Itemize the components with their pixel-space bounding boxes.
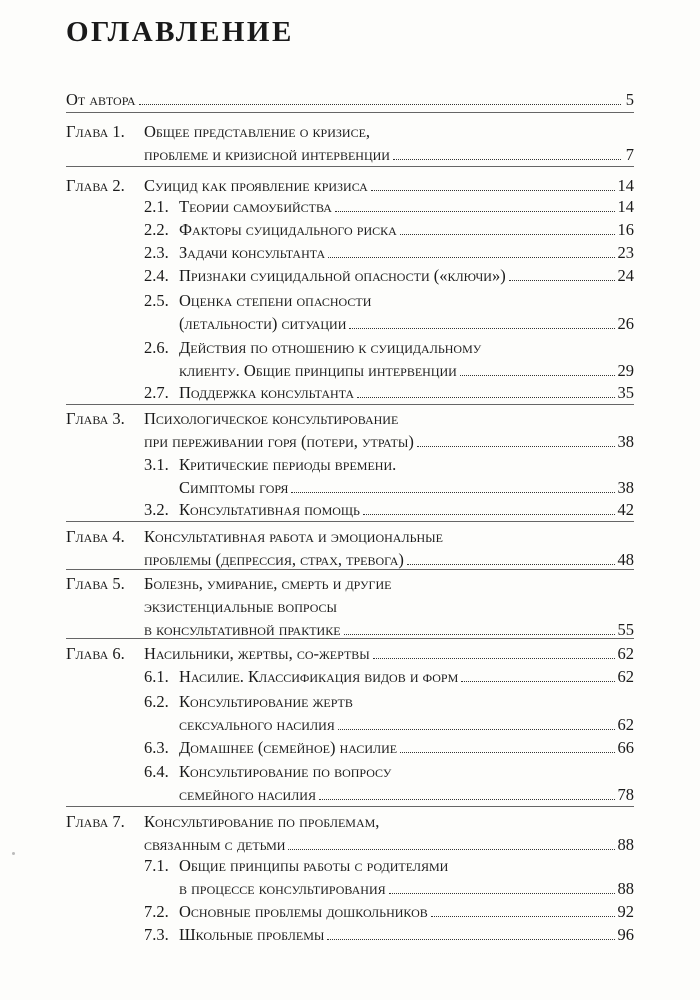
toc-entry-title: Основные проблемы дошкольников	[179, 902, 428, 921]
toc-page-number: 16	[617, 220, 634, 239]
toc-separator	[66, 404, 634, 405]
toc-entry-line	[179, 361, 634, 381]
toc-entry-number: 2.2.	[144, 220, 169, 239]
toc-entry-title: клиенту. Общие принципы интервенции	[179, 361, 457, 380]
dot-leader	[431, 916, 615, 917]
toc-entry-title: Насильники, жертвы, со-жертвы	[144, 644, 370, 663]
toc-entry-number: Глава 1.	[66, 122, 125, 141]
toc-entry-line	[144, 145, 634, 165]
toc-entry-title: Факторы суицидального риска	[179, 220, 397, 239]
toc-page-number: 14	[617, 197, 634, 216]
dot-leader	[407, 564, 615, 565]
dot-leader	[417, 446, 615, 447]
toc-entry-title: Консультирование жертв	[179, 692, 353, 711]
toc-entry-line	[179, 667, 634, 687]
dot-leader	[400, 752, 614, 753]
dot-leader	[400, 234, 615, 235]
toc-page-number: 35	[617, 383, 634, 402]
dot-leader	[139, 104, 621, 105]
toc-entry-number: 6.2.	[144, 692, 169, 711]
dot-leader	[389, 893, 615, 894]
dot-leader	[461, 681, 614, 682]
toc-entry-title: Школьные проблемы	[179, 925, 325, 944]
toc-entry-title: Суицид как проявление кризиса	[144, 176, 368, 195]
toc-entry-title: семейного насилия	[179, 785, 316, 804]
toc-entry-line	[144, 597, 337, 617]
toc-entry-title: Консультативная помощь	[179, 500, 360, 519]
toc-entry-title: в процессе консультирования	[179, 879, 386, 898]
toc-entry-line	[179, 220, 634, 240]
toc-entry-line	[179, 762, 391, 782]
toc-page-number: 38	[617, 432, 634, 451]
toc-entry-line	[179, 455, 396, 475]
toc-entry-line	[144, 409, 398, 429]
toc-entry-title: Общие принципы работы с родителями	[179, 856, 449, 875]
toc-entry-line	[179, 291, 371, 311]
toc-separator	[66, 521, 634, 522]
toc-entry-title: Поддержка консультанта	[179, 383, 355, 402]
toc-entry-title: Действия по отношению к суицидальному	[179, 338, 482, 357]
toc-entry-number: Глава 5.	[66, 574, 125, 593]
dot-leader	[338, 729, 615, 730]
toc-entry-number: Глава 3.	[66, 409, 125, 428]
toc-entry-line	[179, 692, 353, 712]
dot-leader	[335, 211, 615, 212]
toc-page-number: 62	[617, 715, 634, 734]
toc-entry-title: экзистенциальные вопросы	[144, 597, 337, 616]
dot-leader	[327, 939, 614, 940]
toc-entry-number: 6.3.	[144, 738, 169, 757]
toc-page-number: 66	[617, 738, 634, 757]
toc-entry-title: Консультативная работа и эмоциональные	[144, 527, 443, 546]
toc-entry-title: Насилие. Классификация видов и форм	[179, 667, 459, 686]
toc-entry-title: Оценка степени опасности	[179, 291, 372, 310]
toc-entry-line	[179, 879, 634, 899]
toc-entry-line	[179, 478, 634, 498]
toc-entry-line	[179, 314, 634, 334]
toc-separator	[66, 166, 634, 167]
toc-page-number: 55	[617, 620, 634, 639]
toc-entry-title: проблеме и кризисной интервенции	[144, 145, 390, 164]
toc-entry-title: Психологическое консультирование	[144, 409, 399, 428]
toc-entry-line	[144, 432, 634, 452]
toc-page-number: 62	[617, 667, 634, 686]
toc-entry-line	[144, 176, 634, 196]
toc-page-number: 26	[617, 314, 634, 333]
page-title: ОГЛАВЛЕНИЕ	[66, 16, 294, 48]
toc-entry-title: проблемы (депрессия, страх, тревога)	[144, 550, 404, 569]
dot-leader	[344, 634, 615, 635]
toc-entry-line	[144, 550, 634, 570]
toc-entry-title: От автора	[66, 90, 136, 109]
toc-entry-line	[144, 122, 370, 142]
toc-page-number: 78	[617, 785, 634, 804]
toc-page-number: 24	[617, 266, 634, 285]
toc-entry-line	[179, 902, 634, 922]
toc-entry-line	[144, 812, 379, 832]
toc-entry-title: связанным с детьми	[144, 835, 286, 854]
toc-page-number: 29	[617, 361, 634, 380]
toc-separator	[66, 112, 634, 113]
dot-leader	[509, 280, 615, 281]
toc-entry-line	[179, 338, 481, 358]
scan-speck	[12, 852, 15, 855]
toc-page-number: 92	[617, 902, 634, 921]
dot-leader	[349, 328, 614, 329]
toc-entry-line	[179, 500, 634, 520]
toc-entry-number: 3.2.	[144, 500, 169, 519]
toc-entry-line	[179, 243, 634, 263]
toc-page-number: 7	[625, 145, 634, 164]
toc-page-number: 62	[617, 644, 634, 663]
dot-leader	[291, 492, 614, 493]
toc-entry-line	[144, 574, 391, 594]
toc-entry-title: Задачи консультанта	[179, 243, 326, 262]
toc-entry-line	[144, 527, 443, 547]
dot-leader	[371, 190, 615, 191]
dot-leader	[357, 397, 614, 398]
toc-entry-title: Признаки суицидальной опасности («ключи»)	[179, 266, 506, 285]
dot-leader	[363, 514, 615, 515]
toc-entry-line	[144, 835, 634, 855]
toc-page-number: 42	[617, 500, 634, 519]
toc-entry-number: 2.3.	[144, 243, 169, 262]
dot-leader	[373, 658, 615, 659]
toc-entry-line	[179, 856, 448, 876]
toc-entry-line	[66, 90, 634, 110]
toc-entry-line	[179, 197, 634, 217]
toc-entry-line	[179, 925, 634, 945]
toc-entry-number: 6.1.	[144, 667, 169, 686]
toc-entry-number: 2.6.	[144, 338, 169, 357]
toc-page-number: 5	[625, 90, 634, 109]
toc-separator	[66, 806, 634, 807]
toc-entry-line	[179, 266, 634, 286]
toc-entry-line	[144, 620, 634, 640]
toc-entry-number: Глава 2.	[66, 176, 125, 195]
toc-entry-title: (летальности) ситуации	[179, 314, 347, 333]
toc-page-number: 48	[617, 550, 634, 569]
toc-page-number: 14	[617, 176, 634, 195]
toc-entry-title: Общее представление о кризисе,	[144, 122, 371, 141]
dot-leader	[328, 257, 614, 258]
toc-entry-title: сексуального насилия	[179, 715, 335, 734]
toc-entry-line	[179, 383, 634, 403]
dot-leader	[319, 799, 615, 800]
toc-entry-number: 2.4.	[144, 266, 169, 285]
toc-page-number: 88	[617, 879, 634, 898]
toc-entry-title: Критические периоды времени.	[179, 455, 397, 474]
toc-page-number: 23	[617, 243, 634, 262]
toc-entry-number: 2.1.	[144, 197, 169, 216]
toc-entry-title: Болезнь, умирание, смерть и другие	[144, 574, 392, 593]
dot-leader	[393, 159, 621, 160]
toc-entry-title: Домашнее (семейное) насилие	[179, 738, 398, 757]
toc-entry-title: Консультирование по проблемам,	[144, 812, 380, 831]
toc-entry-number: Глава 6.	[66, 644, 125, 663]
dot-leader	[288, 849, 614, 850]
toc-entry-title: в консультативной практике	[144, 620, 341, 639]
dot-leader	[460, 375, 615, 376]
toc-entry-number: Глава 4.	[66, 527, 125, 546]
toc-entry-title: при переживании горя (потери, утраты)	[144, 432, 414, 451]
toc-page-number: 88	[617, 835, 634, 854]
toc-entry-number: 2.5.	[144, 291, 169, 310]
toc-entry-number: 7.3.	[144, 925, 169, 944]
toc-page-number: 38	[617, 478, 634, 497]
toc-entry-number: Глава 7.	[66, 812, 125, 831]
toc-entry-number: 6.4.	[144, 762, 169, 781]
toc-entry-title: Теории самоубийства	[179, 197, 332, 216]
toc-page-number: 96	[617, 925, 634, 944]
toc-entry-line	[144, 644, 634, 664]
toc-entry-line	[179, 738, 634, 758]
toc-entry-line	[179, 715, 634, 735]
toc-entry-number: 3.1.	[144, 455, 169, 474]
toc-entry-title: Консультирование по вопросу	[179, 762, 392, 781]
toc-entry-line	[179, 785, 634, 805]
toc-entry-number: 7.2.	[144, 902, 169, 921]
toc-entry-title: Симптомы горя	[179, 478, 289, 497]
toc-entry-number: 7.1.	[144, 856, 169, 875]
toc-entry-number: 2.7.	[144, 383, 169, 402]
